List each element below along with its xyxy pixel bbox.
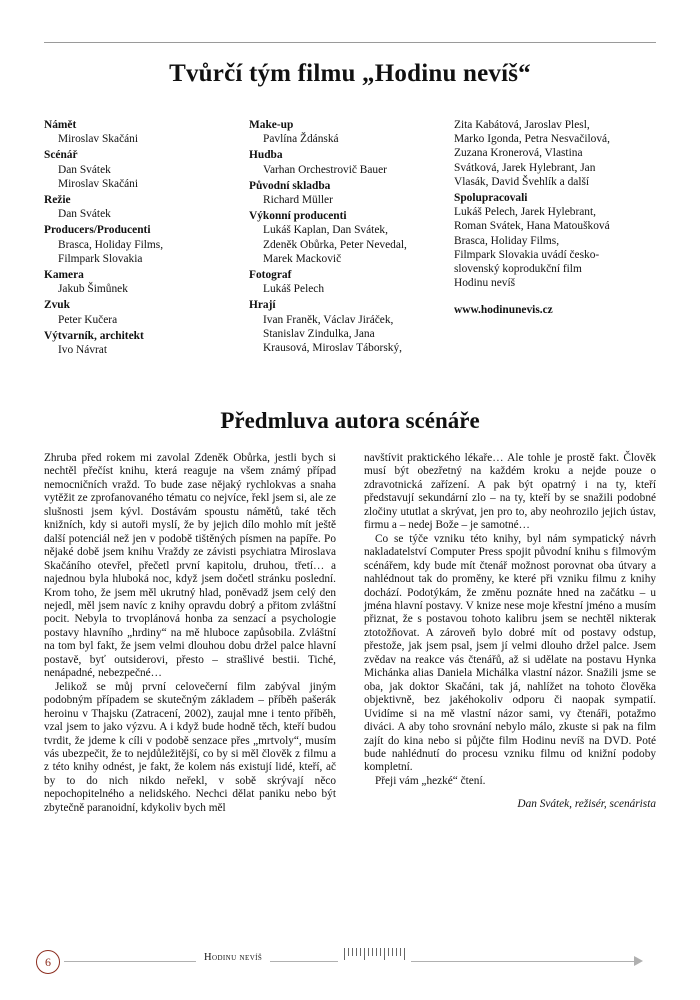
credit-role: Výkonní producenti (249, 210, 347, 223)
credits-section (44, 118, 656, 388)
credit-names (58, 343, 244, 357)
credit-names (263, 193, 449, 207)
credits-column-1 (44, 118, 244, 357)
credit-role: Námět (44, 119, 77, 131)
header-divider (44, 42, 656, 43)
credit-names (263, 163, 449, 177)
credit-name: Brasca, Holiday Films, (454, 234, 560, 247)
paragraph: navštívit praktického lékaře… Ale tohle je prostě fakt. Člověk musí být obezřetný na každém kroku a nejde pouze o zdravotnická zařízení. A pak být opatrný i na ty, kteří představují sekundární zlo – na ty, kteří by se snažili podobné zločiny ututlat a skrývat, jen pro to, aby neohrozilo jejich ústav, firmu a – nedej Bože – je samotné… (364, 452, 656, 532)
credit-names (58, 132, 244, 146)
paragraph: Co se týče vzniku této knihy, byl nám sympatický návrh nakladatelství Computer Press spojit původní knihu s filmovým scénářem, kdy bude mít čtenář možnost porovnat oba útvary a nahlédnout tak do proměny, ke které při vzniku filmu z knihy dochází. Podotýkám, že změnu poznáte hned na začátku – u jména hlavní postavy. V knize nese moje křestní jméno a musím přiznat, že s postavou tohoto kalibru jsem se nechtěl nikterak ztotožňovat. A zároveň bylo dobré mít od postavy odstup, přestože, jak jsem psal, jsem jí velmi dlouho držel palce. Jsem zvědav na reakce vás čtenářů, až si udělate na postavu Hynka Michánka alias Daniela Michálka vlastní názor. Snažili jsme se oba, jak doktor Skačáni, tak já, nahlížet na tohoto člověka objektivně, bez jakéhokoliv odporu či naopak sympatií. Uvidíme si na mě vlastní názor sami, vy čtenáři, potažmo diváci. A aby toho srovnání nebylo málo, zkuste si pak na film zajít do kina nebo si půjčte film Hodinu nevíš na DVD. Poté bude nahlédnutí do procesu vzniku filmu od knižní podoby kompletní. (364, 532, 656, 774)
credit-role: Hrají (249, 299, 276, 312)
credit-role: Režie (44, 194, 71, 207)
credit-name: Varhan Orchestrovič Bauer (263, 163, 387, 176)
credit-names (263, 223, 449, 266)
preface-column-left (44, 452, 336, 815)
credit-name: Zita Kabátová, Jaroslav Plesl, (454, 119, 590, 131)
credit-name: Peter Kučera (58, 313, 118, 326)
credit-name: Marek Mackovič (263, 252, 342, 265)
ruler-ticks-icon (338, 948, 411, 974)
cast-continued (454, 118, 656, 189)
credit-role: Scénář (44, 149, 78, 162)
credit-name: Pavlína Ždánská (263, 133, 339, 146)
credit-role: Kamera (44, 269, 84, 282)
credit-name: Filmpark Slovakia uvádí česko- (454, 248, 600, 261)
credit-name: Vlasák, David Švehlík a další (454, 175, 590, 188)
credit-name: slovenský koprodukční film (454, 263, 582, 276)
page-title-preface: Předmluva autora scénáře (220, 408, 480, 433)
credit-name: Krausová, Miroslav Táborský, (263, 342, 402, 355)
website-link[interactable]: www.hodinunevis.cz (454, 304, 553, 317)
preface-section (44, 452, 656, 942)
credit-role: Původní skladba (249, 179, 331, 192)
credit-name: Lukáš Pelech, Jarek Hylebrant, (454, 206, 597, 219)
paragraph: Jelikož se můj první celovečerní film zabýval jiným podobným případem se skutečným základem – příběh pašerák heroinu v Thajsku (Zatracení, 2002), zaujal mne i tento příběh, vzal jsem to jako výzvu. A i když bude hodně těch, kteří budou tvrdit, že jdeme k cíli v podobě senzace přes „mrtvoly“, musím vás ubezpečit, že to nejdůležitější, co by si měl člověk z filmu a z této knihy odnést, je fakt, že kolem nás existují lidé, kteří, ač by to do nich nikdo neřekl, v sobě skrývají něco nepochopitelného a nelidského. Nechci dělat paniku nebo být zbytečně paranoidní, kdykoliv bych měl (44, 680, 336, 814)
credit-role: Fotograf (249, 269, 292, 282)
collaborators (454, 205, 656, 290)
credit-role: Zvuk (44, 299, 70, 312)
credit-name: Lukáš Kaplan, Dan Svátek, (263, 224, 388, 237)
arrow-icon (634, 956, 643, 966)
credit-name: Filmpark Slovakia (58, 252, 143, 265)
credit-names (58, 282, 244, 296)
page-title-credits: Tvůrčí tým filmu „Hodinu nevíš“ (169, 60, 531, 87)
credit-role: Make-up (249, 119, 294, 131)
credit-name: Jakub Šimůnek (58, 283, 128, 296)
credit-names (58, 207, 244, 221)
preface-column-right (364, 452, 656, 812)
credit-names (263, 132, 449, 146)
credits-column-3 (454, 118, 656, 318)
credit-role: Hudba (249, 149, 283, 162)
credit-name: Roman Svátek, Hana Matoušková (454, 220, 610, 233)
credit-role: Spolupracovali (454, 192, 528, 205)
credit-role: Producers/Producenti (44, 224, 151, 237)
footer-book-title: Hodinu nevíš (196, 952, 270, 963)
credit-names (58, 163, 244, 191)
credit-name: Brasca, Holiday Films, (58, 238, 164, 251)
credit-name: Zdeněk Obůrka, Peter Nevedal, (263, 238, 407, 251)
credit-role: Výtvarník, architekt (44, 329, 144, 342)
credit-names (263, 313, 449, 356)
paragraph: Přeji vám „hezké“ čtení. (375, 774, 486, 787)
credit-name: Zuzana Kronerová, Vlastina (454, 147, 583, 160)
credit-name: Miroslav Skačáni (58, 133, 139, 146)
credit-name: Marko Igonda, Petra Nesvačilová, (454, 133, 610, 146)
credit-name: Ivan Franěk, Václav Jiráček, (263, 313, 394, 326)
credit-name: Ivo Návrat (58, 344, 108, 357)
credit-name: Lukáš Pelech (263, 283, 325, 296)
credit-names (263, 282, 449, 296)
credit-name: Dan Svátek (58, 208, 111, 221)
credit-names (58, 238, 244, 266)
paragraph: Zhruba před rokem mi zavolal Zdeněk Obůrka, jestli bych si nechtěl přečíst knihu, která reaguje na všem známý případ nemocničních vražd. To bude zase nějaký rychlokvas a snaha vytěžit ze zprofanovaného tématu co nejvíce, řekl jsem si, ale ze slušnosti jsem kývl. Dostávám spoustu námětů, také těch knižních, kdy si autoři myslí, že by jejich dílo mohlo mít ještě další potenciál než jen v podobě tištěných písmen na papíře. Po nějaké době jsem knihu Vraždy ze závisti psychiatra Miroslava Skačáního otevřel, přečetl první kapitolu, druhou, třetí… a najednou byla hluboká noc, když jsem dočetl stránku poslední. Krom toho, že jsem měl ukrutný hlad, poněvadž jsem celý den nejedl, měl jsem navíc z knihy opravdu dobrý a přitom zvláštní pocit. Nebyla to trvoplánová honba za senzací a psychologie postavy hlavního „hrdiny“ na mě hluboce zapůsobila. Zvláštní na tom byl fakt, že jsem velmi dlouhou dobu držel palce hlavní postavě, byť outsiderovi, přesto – strašlivé bestii. Tiché, nenápadné, nebezpečné… (44, 452, 336, 680)
author-signature: Dan Svátek, režisér, scenárista (517, 798, 656, 811)
credit-name: Miroslav Skačáni (58, 177, 139, 190)
credit-name: Stanislav Zindulka, Jana (263, 327, 375, 340)
credit-name: Richard Müller (263, 194, 333, 207)
credits-column-2 (249, 118, 449, 355)
credit-name: Hodinu nevíš (454, 277, 516, 290)
credit-names (58, 313, 244, 327)
page-number: 6 (36, 950, 60, 974)
page-footer (0, 942, 700, 1000)
credit-name: Dan Svátek (58, 163, 111, 176)
credit-name: Svátková, Jarek Hylebrant, Jan (454, 161, 596, 174)
